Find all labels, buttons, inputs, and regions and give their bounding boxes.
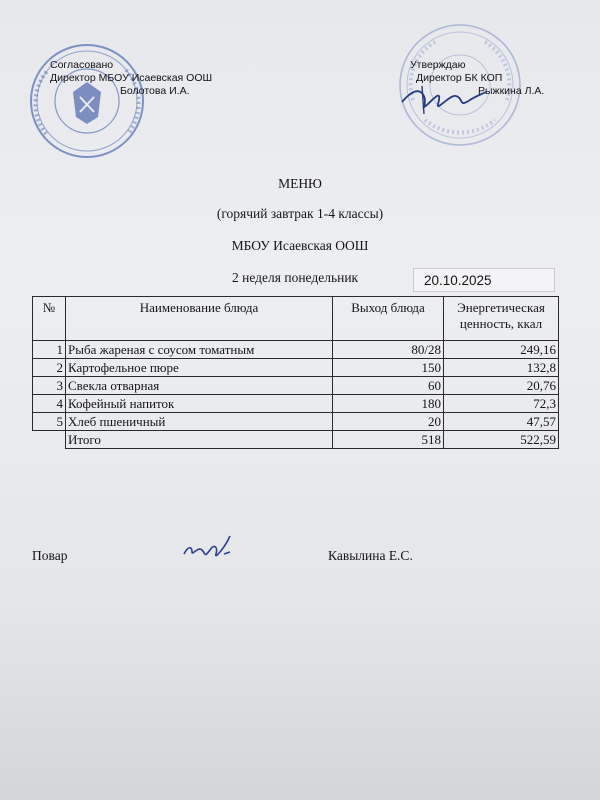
row-dish: Рыба жареная с соусом томатным bbox=[66, 341, 333, 359]
row-energy: 47,57 bbox=[444, 413, 559, 431]
table-row bbox=[33, 413, 559, 431]
row-dish: Свекла отварная bbox=[66, 377, 333, 395]
row-portion: 80/28 bbox=[333, 341, 444, 359]
row-energy: 72,3 bbox=[444, 395, 559, 413]
menu-date: 20.10.2025 bbox=[413, 268, 555, 292]
total-number-cell bbox=[33, 431, 66, 449]
cook-name: Кавылина Е.С. bbox=[328, 548, 413, 563]
row-dish: Хлеб пшеничный bbox=[66, 413, 333, 431]
row-number: 3 bbox=[33, 377, 66, 395]
row-portion: 60 bbox=[333, 377, 444, 395]
row-number: 4 bbox=[33, 395, 66, 413]
row-portion: 150 bbox=[333, 359, 444, 377]
approval-left bbox=[50, 59, 212, 98]
row-energy: 249,16 bbox=[444, 341, 559, 359]
cook-signature bbox=[180, 534, 236, 562]
menu-subtitle: (горячий завтрак 1-4 классы) bbox=[216, 206, 384, 221]
total-energy: 522,59 bbox=[444, 431, 559, 449]
table-row bbox=[33, 359, 559, 377]
row-number: 5 bbox=[33, 413, 66, 431]
row-number: 2 bbox=[33, 359, 66, 377]
row-dish: Кофейный напиток bbox=[66, 395, 333, 413]
approval-right-status: Утверждаю bbox=[410, 59, 466, 71]
header-energy bbox=[444, 297, 559, 341]
approval-left-person: Болотова И.А. bbox=[120, 85, 190, 97]
menu-table bbox=[32, 296, 559, 449]
row-portion: 180 bbox=[333, 395, 444, 413]
director-signature bbox=[398, 82, 488, 118]
approval-right-person: Рыжкина Л.А. bbox=[478, 85, 545, 97]
total-row bbox=[33, 431, 559, 449]
school-name: МБОУ Исаевская ООШ bbox=[231, 238, 369, 253]
total-label: Итого bbox=[66, 431, 333, 449]
row-portion: 20 bbox=[333, 413, 444, 431]
row-dish: Картофельное пюре bbox=[66, 359, 333, 377]
table-row bbox=[33, 341, 559, 359]
table-header-row bbox=[33, 297, 559, 341]
header-energy-line1: Энергетическая bbox=[457, 300, 545, 315]
header-number: № bbox=[33, 297, 66, 341]
week-day: 2 неделя понедельник bbox=[232, 270, 359, 285]
header-dish-name: Наименование блюда bbox=[66, 297, 333, 341]
header-energy-line2: ценность, ккал bbox=[459, 316, 543, 331]
table-row bbox=[33, 395, 559, 413]
total-portion: 518 bbox=[333, 431, 444, 449]
table-row bbox=[33, 377, 559, 395]
approval-left-position: Директор МБОУ Исаевская ООШ bbox=[50, 72, 213, 84]
header-portion: Выход блюда bbox=[333, 297, 444, 341]
row-number: 1 bbox=[33, 341, 66, 359]
row-energy: 20,76 bbox=[444, 377, 559, 395]
row-energy: 132,8 bbox=[444, 359, 559, 377]
approval-right-position: Директор БК КОП bbox=[416, 72, 503, 84]
cook-label: Повар bbox=[32, 548, 68, 563]
approval-left-status: Согласовано bbox=[50, 59, 114, 71]
menu-title: МЕНЮ bbox=[278, 176, 322, 191]
